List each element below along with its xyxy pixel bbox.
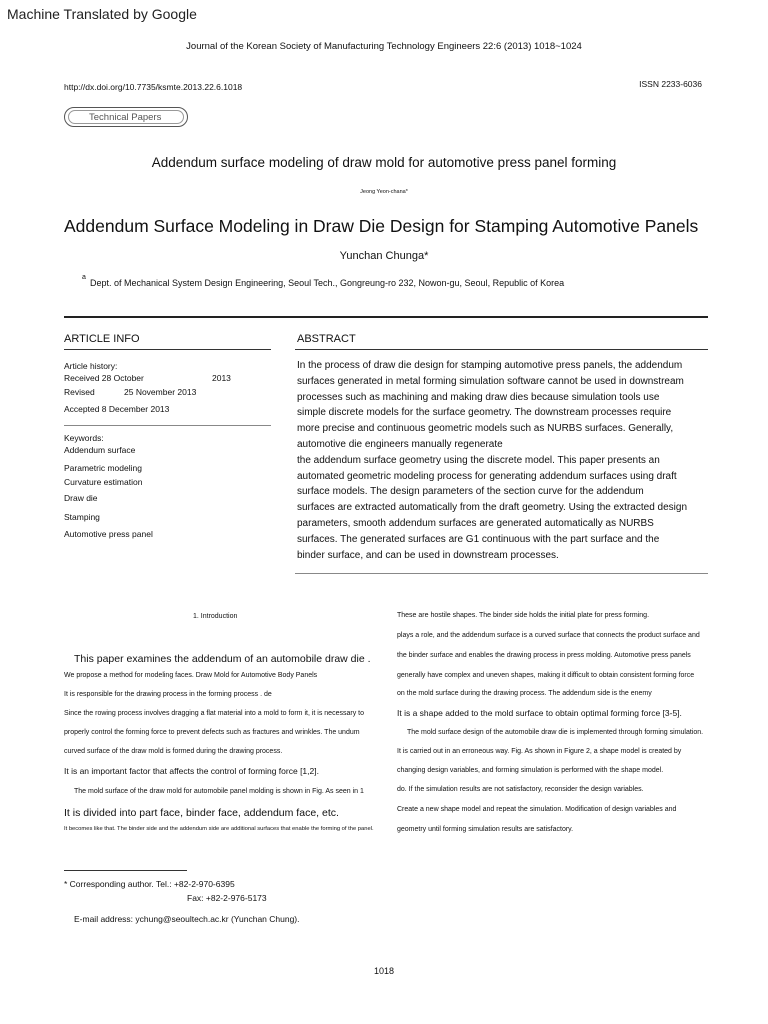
keyword-item: Draw die xyxy=(64,493,98,503)
keyword-item: Parametric modeling xyxy=(64,463,142,473)
body-line: It is carried out in an erroneous way. Fig. As shown in Figure 2, a shape model is created by xyxy=(397,748,682,755)
revised-date: 25 November 2013 xyxy=(124,387,197,397)
abstract-line: surfaces generated in metal forming simulation software cannot be used in downstream xyxy=(297,375,684,387)
abstract-line: surfaces are extracted automatically from the draft geometry. Using the extracted design xyxy=(297,502,687,514)
abstract-rule xyxy=(295,349,708,350)
body-line: We propose a method for modeling faces. Draw Mold for Automotive Body Panels xyxy=(64,672,318,679)
abstract-heading: ABSTRACT xyxy=(297,333,356,345)
body-line: curved surface of the draw mold is formed during the drawing process. xyxy=(64,748,283,755)
korean-title: Addendum surface modeling of draw mold for automotive press panel forming xyxy=(151,155,617,170)
received-date: Received 28 October xyxy=(64,373,144,383)
body-line: geometry until forming simulation results are satisfactory. xyxy=(397,826,574,833)
history-label: Article history: xyxy=(64,361,118,371)
body-line: It is a shape added to the mold surface to obtain optimal forming force [3-5]. xyxy=(397,708,682,718)
corresponding-author: * Corresponding author. Tel.: +82-2-970-6395 xyxy=(64,879,235,889)
machine-translation-banner: Machine Translated by Google xyxy=(7,6,197,22)
footnote-rule xyxy=(64,870,187,871)
fax-number: Fax: +82-2-976-5173 xyxy=(187,893,267,903)
article-info-rule xyxy=(64,349,271,350)
body-line: Since the rowing process involves dragging a flat material into a mold to form it, it is necessary to xyxy=(64,710,364,717)
english-title: Addendum Surface Modeling in Draw Die Design for Stamping Automotive Panels xyxy=(64,216,699,236)
abstract-line: the addendum surface geometry using the discrete model. This paper presents an xyxy=(297,454,660,466)
issn: ISSN 2233-6036 xyxy=(639,79,702,89)
body-line: It is divided into part face, binder face, addendum face, etc. xyxy=(64,807,339,819)
article-type-badge xyxy=(64,107,188,127)
journal-header: Journal of the Korean Society of Manufacturing Technology Engineers 22:6 (2013) 1018~1024 xyxy=(186,41,582,52)
english-author: Yunchan Chunga* xyxy=(339,250,429,262)
article-type-label: Technical Papers xyxy=(68,110,184,124)
top-rule xyxy=(64,316,708,318)
received-year: 2013 xyxy=(212,373,231,383)
body-line: properly control the forming force to prevent defects such as fractures and wrinkles. The undum xyxy=(64,729,360,736)
body-line: do. If the simulation results are not satisfactory, reconsider the design variables. xyxy=(397,786,644,793)
body-line: It becomes like that. The binder side and the addendum side are additional surfaces that enable the forming of the panel. xyxy=(64,826,374,832)
abstract-line: surface models. The design parameters of the section curve for the addendum xyxy=(297,486,644,498)
keyword-item: Curvature estimation xyxy=(64,477,143,487)
affiliation: Dept. of Mechanical System Design Engineering, Seoul Tech., Gongreung-ro 232, Nowon-gu, Seoul, Republic of Korea xyxy=(90,278,565,288)
section-heading-introduction: 1. Introduction xyxy=(193,613,238,620)
keywords-label: Keywords: xyxy=(64,433,104,443)
abstract-line: automated geometric modeling process for generating addendum surfaces using draft xyxy=(297,470,677,482)
abstract-line: In the process of draw die design for stamping automotive press panels, the addendum xyxy=(297,360,683,371)
keyword-item: Automotive press panel xyxy=(64,529,153,539)
article-info-divider xyxy=(64,425,271,426)
body-line: It is an important factor that affects the control of forming force [1,2]. xyxy=(64,766,319,776)
abstract-line: automotive die engineers manually regenerate xyxy=(297,438,503,450)
keyword-item: Stamping xyxy=(64,512,100,522)
abstract-line: processes such as machining and making draw dies because simulation tools use xyxy=(297,391,660,403)
body-line: the binder surface and enables the drawing process in press molding. Automotive press panels xyxy=(397,652,691,659)
doi-link[interactable]: http://dx.doi.org/10.7735/ksmte.2013.22.6.1018 xyxy=(64,82,243,92)
body-line: generally have complex and uneven shapes, making it difficult to obtain consistent forming force xyxy=(397,672,695,679)
abstract-line: binder surface, and can be used in downstream processes. xyxy=(297,549,559,561)
body-line: plays a role, and the addendum surface is a curved surface that connects the product surface and xyxy=(397,632,700,639)
article-info-heading: ARTICLE INFO xyxy=(64,333,140,345)
revised-label: Revised xyxy=(64,387,95,397)
body-line: on the mold surface during the drawing process. The addendum side is the enemy xyxy=(397,690,652,697)
accepted-date: Accepted 8 December 2013 xyxy=(64,404,170,414)
abstract-body xyxy=(297,358,713,563)
keyword-item: Addendum surface xyxy=(64,445,136,455)
body-line: This paper examines the addendum of an automobile draw die . xyxy=(74,653,371,665)
abstract-line: more precise and continuous geometric models such as NURBS surfaces. Generally, xyxy=(297,423,674,435)
body-line: The mold surface of the draw mold for automobile panel molding is shown in Fig. As seen in 1 xyxy=(74,788,364,795)
affiliation-mark: a xyxy=(82,274,86,281)
body-line: These are hostile shapes. The binder side holds the initial plate for press forming. xyxy=(397,612,650,619)
body-line: The mold surface design of the automobile draw die is implemented through forming simulation. xyxy=(407,729,704,736)
abstract-bottom-rule xyxy=(295,573,708,574)
email-address[interactable]: E-mail address: ychung@seoultech.ac.kr (Yunchan Chung). xyxy=(74,914,300,924)
body-line: It is responsible for the drawing process in the forming process . de xyxy=(64,691,272,698)
abstract-line: surfaces. The generated surfaces are G1 continuous with the part surface and the xyxy=(297,533,660,545)
korean-author: Jeong Yeon-chana* xyxy=(360,189,408,195)
page-number: 1018 xyxy=(373,966,395,976)
abstract-line: parameters, smooth addendum surfaces are generated automatically as NURBS xyxy=(297,517,654,529)
body-line: changing design variables, and forming simulation is performed with the shape model. xyxy=(397,767,664,774)
abstract-line: simple discrete models for the surface geometry. The downstream processes require xyxy=(297,407,672,419)
body-line: Create a new shape model and repeat the simulation. Modification of design variables and xyxy=(397,806,677,813)
